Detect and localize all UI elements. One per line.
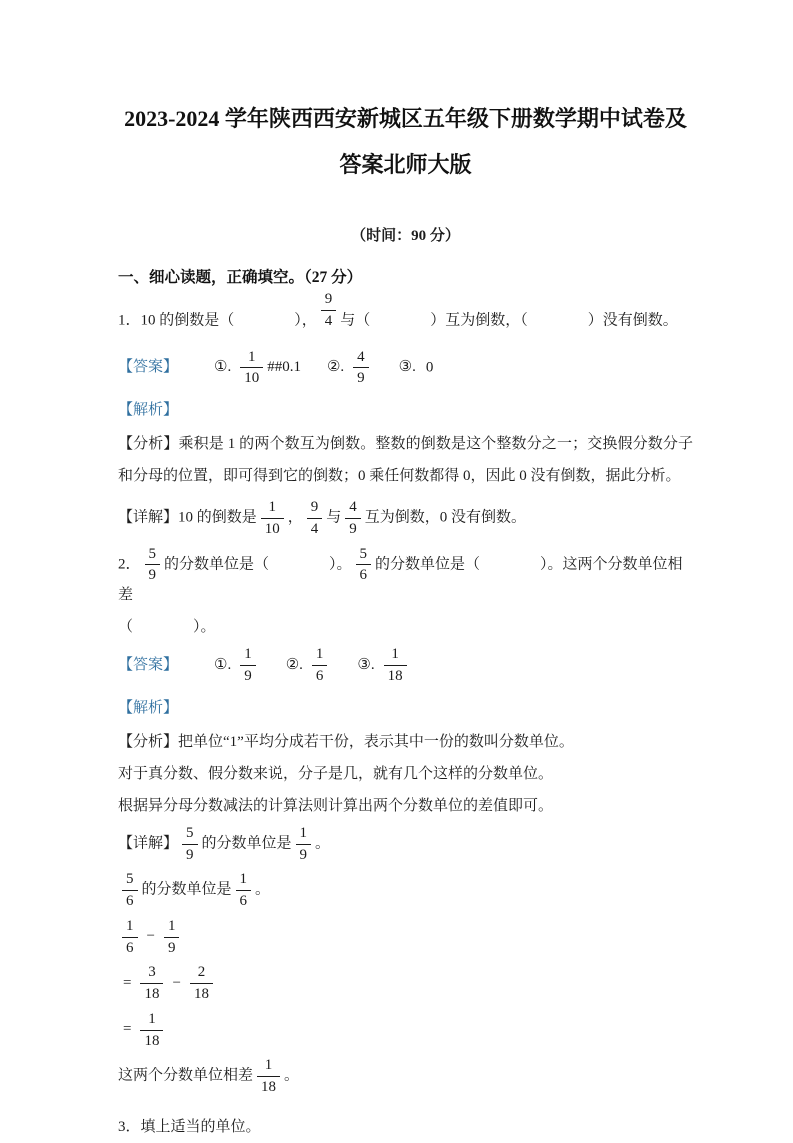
fraction-denominator: 9	[148, 567, 157, 584]
q1-answer-item3-label: ③.	[398, 359, 416, 376]
q1-answer-item1-alt: ##0.1	[267, 359, 301, 376]
q2-conclusion-period: 。	[284, 1067, 300, 1084]
q2-detail-line1-period: 。	[315, 835, 331, 852]
fraction	[140, 963, 163, 1004]
q2-detail-tag: 【详解】	[118, 835, 179, 852]
q1-answer-item2-label: ②.	[326, 359, 345, 376]
analysis-tag: 【解析】	[118, 402, 179, 418]
q2-detail-line2	[118, 870, 693, 911]
fraction-denominator: 10	[244, 370, 260, 387]
q2-answer-item3-label: ③.	[357, 656, 375, 673]
fraction-numerator: 9	[321, 290, 337, 311]
document-title-line2: 答案北师大版	[339, 152, 472, 177]
fraction-numerator: 5	[122, 870, 138, 891]
fraction-numerator: 5	[145, 545, 161, 566]
minus-operator: −	[146, 928, 155, 945]
fraction-numerator: 1	[312, 645, 328, 666]
fraction	[345, 498, 361, 539]
q1-detail-text-2: ，	[287, 509, 303, 526]
q1-question-text-1: 1．10 的倒数是（ ），	[118, 312, 317, 329]
q1-answer-item3-value: 0	[425, 359, 434, 376]
fraction-numerator: 4	[353, 348, 369, 369]
fraction	[321, 290, 337, 331]
fraction-denominator: 9	[167, 939, 176, 956]
q1-detail-text-3: 与	[326, 509, 342, 526]
fraction-numerator: 1	[122, 917, 138, 938]
fraction	[140, 1010, 163, 1051]
q2-analysis-line3: 根据异分母分数减法的计算法则计算出两个分数单位的差值即可。	[118, 797, 554, 814]
fraction	[307, 498, 323, 539]
q2-question-line2: （ ）。	[118, 619, 216, 636]
fraction-denominator: 6	[126, 893, 134, 909]
fraction-numerator: 1	[240, 645, 256, 666]
q2-question-text-2: 的分数单位是（ ）。这两个分数单位相差	[118, 556, 683, 603]
fraction-numerator: 1	[384, 645, 407, 666]
fraction	[356, 545, 372, 586]
q2-detail-line2-period: 。	[255, 881, 271, 898]
q2-conclusion	[118, 1056, 693, 1097]
fraction	[122, 917, 138, 958]
document-title-line1: 2023-2024 学年陕西西安新城区五年级下册数学期中试卷及	[124, 106, 687, 131]
q1-answer-row	[118, 348, 693, 389]
fraction	[182, 824, 198, 865]
q1-detail-text-1: 【详解】10 的倒数是	[118, 509, 257, 526]
fraction	[190, 963, 213, 1004]
fraction-denominator: 6	[359, 567, 368, 584]
fraction	[384, 645, 407, 686]
fraction	[145, 545, 161, 586]
q2-analysis-tag-row	[118, 692, 693, 724]
minus-operator: −	[172, 974, 181, 991]
exam-time-note: （时间：90 分）	[351, 228, 460, 244]
q1-answer-item1-label: ①.	[214, 359, 232, 376]
q1-analysis-tag-row	[118, 394, 693, 426]
fraction	[353, 348, 369, 389]
q1-analysis-text: 【分析】乘积是 1 的两个数互为倒数。整数的倒数是这个整数分之一；交换假分数分子和分母的位置，即可得到它的倒数；0 乘任何数都得 0，因此 0 没有倒数，据此分析。	[118, 436, 693, 484]
fraction	[312, 645, 328, 686]
analysis-tag: 【解析】	[118, 699, 179, 716]
q2-detail-line1	[118, 824, 693, 865]
fraction-numerator: 1	[140, 1010, 163, 1031]
fraction-denominator: 9	[186, 846, 194, 863]
fraction-denominator: 4	[310, 520, 319, 537]
q3-question: 3．填上适当的单位。	[118, 1118, 261, 1135]
fraction-denominator: 9	[244, 668, 252, 684]
fraction	[164, 917, 180, 958]
fraction-denominator: 6	[239, 893, 248, 909]
equals-sign: =	[123, 974, 132, 991]
fraction-numerator: 1	[296, 824, 312, 845]
q2-analysis-line1: 【分析】把单位“1”平均分成若干份，表示其中一份的数叫分数单位。	[118, 733, 574, 750]
fraction-denominator: 10	[264, 520, 280, 537]
fraction	[261, 498, 284, 539]
fraction-numerator: 9	[307, 498, 323, 519]
fraction	[296, 824, 312, 865]
fraction-numerator: 5	[182, 824, 198, 845]
fraction-numerator: 1	[261, 498, 284, 519]
fraction-numerator: 1	[164, 917, 180, 938]
fraction	[240, 348, 263, 389]
q2-question-text-1: 的分数单位是（ ）。	[164, 556, 352, 573]
q1-detail-row	[118, 498, 693, 539]
q2-calc-line3	[118, 1010, 693, 1051]
q2-conclusion-text: 这两个分数单位相差	[118, 1067, 254, 1084]
fraction-numerator: 4	[345, 498, 361, 519]
fraction-denominator: 9	[357, 370, 365, 387]
fraction-denominator: 18	[193, 986, 209, 1002]
fraction-numerator: 1	[257, 1056, 280, 1077]
q1-question-text-2: 与（ ）互为倒数，（ ）没有倒数。	[340, 312, 678, 329]
fraction-denominator: 18	[144, 986, 160, 1002]
fraction-numerator: 2	[190, 963, 213, 984]
answer-tag: 【答案】	[118, 656, 179, 673]
q2-detail-line2-text: 的分数单位是	[141, 881, 232, 898]
fraction-denominator: 18	[144, 1032, 160, 1049]
fraction-denominator: 18	[261, 1079, 277, 1095]
q2-answer-item2-label: ②.	[285, 656, 303, 673]
fraction	[257, 1056, 280, 1097]
fraction	[240, 645, 256, 686]
equals-sign: =	[123, 1021, 132, 1038]
fraction-denominator: 18	[387, 668, 403, 684]
fraction	[236, 870, 252, 911]
fraction-numerator: 5	[356, 545, 372, 566]
q2-question-number: 2．	[118, 556, 141, 573]
fraction-numerator: 1	[240, 348, 263, 369]
fraction-denominator: 9	[299, 846, 308, 863]
q2-analysis-line2: 对于真分数、假分数来说，分子是几，就有几个这样的分数单位。	[118, 765, 554, 782]
q1-question	[118, 291, 693, 342]
q1-detail-text-4: 互为倒数，0 没有倒数。	[364, 509, 527, 526]
fraction	[122, 870, 138, 911]
q2-detail-line1-text: 的分数单位是	[201, 835, 292, 852]
q2-answer-item1-label: ①.	[214, 656, 232, 673]
q2-answer-row	[118, 645, 693, 686]
q2-calc-line1	[118, 917, 693, 958]
q2-question	[118, 545, 693, 606]
fraction-numerator: 3	[140, 963, 163, 984]
fraction-numerator: 1	[236, 870, 252, 891]
fraction-denominator: 6	[315, 668, 324, 684]
q2-calc-line2	[118, 963, 693, 1004]
document-title	[118, 96, 693, 188]
fraction-denominator: 6	[126, 939, 134, 956]
answer-tag: 【答案】	[118, 359, 179, 376]
fraction-denominator: 4	[324, 312, 333, 329]
fraction-denominator: 9	[349, 520, 357, 537]
section-1-heading: 一、细心读题，正确填空。（27 分）	[118, 269, 363, 286]
